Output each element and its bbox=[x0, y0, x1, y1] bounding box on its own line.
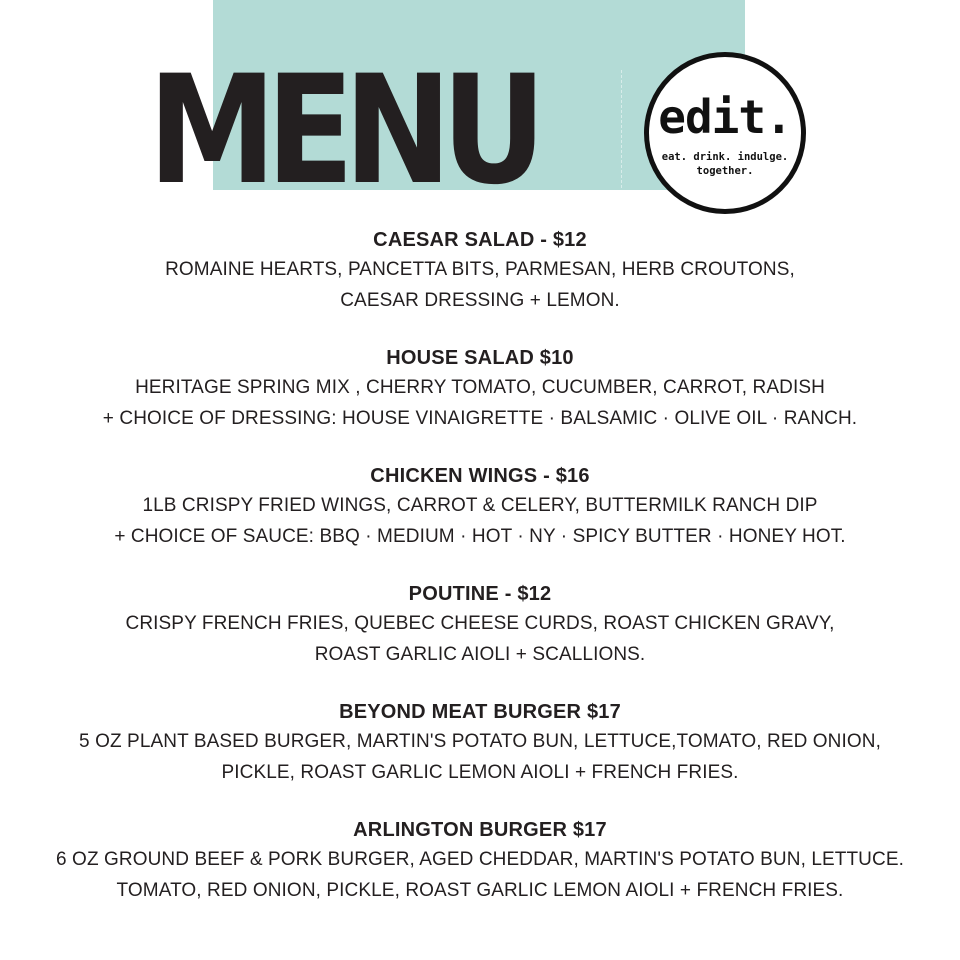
menu-item-title: BEYOND MEAT BURGER $17 bbox=[339, 701, 621, 723]
menu-item-description-line: HERITAGE SPRING MIX , CHERRY TOMATO, CUCUMBER, CARROT, RADISH bbox=[135, 377, 825, 398]
menu-item-description-line: PICKLE, ROAST GARLIC LEMON AIOLI + FRENCH FRIES. bbox=[221, 762, 739, 783]
menu-item-title: CHICKEN WINGS - $16 bbox=[370, 465, 590, 487]
edit-logo bbox=[644, 52, 806, 214]
logo-tagline-line-1: eat. drink. indulge. bbox=[661, 151, 789, 163]
menu-item-description-line: 6 OZ GROUND BEEF & PORK BURGER, AGED CHEDDAR, MARTIN'S POTATO BUN, LETTUCE. bbox=[56, 849, 904, 870]
logo-wordmark: edit. bbox=[658, 90, 792, 144]
menu-item-description-line: ROMAINE HEARTS, PANCETTA BITS, PARMESAN, HERB CROUTONS, bbox=[165, 259, 795, 280]
menu-item-description-line: CAESAR DRESSING + LEMON. bbox=[340, 290, 620, 311]
menu-item-description-line: + CHOICE OF DRESSING: HOUSE VINAIGRETTE · BALSAMIC · OLIVE OIL · RANCH. bbox=[102, 408, 858, 429]
menu-list bbox=[0, 226, 960, 934]
menu-item-description-line: TOMATO, RED ONION, PICKLE, ROAST GARLIC LEMON AIOLI + FRENCH FRIES. bbox=[116, 880, 844, 901]
menu-item-caesar-salad bbox=[0, 226, 960, 316]
header-divider bbox=[621, 70, 622, 188]
menu-item-beyond-meat-burger bbox=[0, 698, 960, 788]
menu-item-chicken-wings bbox=[0, 462, 960, 552]
menu-item-description-line: CRISPY FRENCH FRIES, QUEBEC CHEESE CURDS, ROAST CHICKEN GRAVY, bbox=[125, 613, 835, 634]
menu-item-title: POUTINE - $12 bbox=[408, 583, 552, 605]
page-title: MENU bbox=[148, 44, 536, 218]
menu-item-description-line: 1LB CRISPY FRIED WINGS, CARROT & CELERY, BUTTERMILK RANCH DIP bbox=[142, 495, 818, 516]
menu-item-poutine bbox=[0, 580, 960, 670]
menu-item-title: HOUSE SALAD $10 bbox=[386, 347, 574, 369]
menu-item-title: ARLINGTON BURGER $17 bbox=[353, 819, 607, 841]
logo-tagline-line-2: together. bbox=[696, 165, 754, 177]
menu-item-description-line: ROAST GARLIC AIOLI + SCALLIONS. bbox=[314, 644, 646, 665]
menu-item-title: CAESAR SALAD - $12 bbox=[373, 229, 587, 251]
menu-item-house-salad bbox=[0, 344, 960, 434]
menu-item-arlington-burger bbox=[0, 816, 960, 906]
menu-item-description-line: + CHOICE OF SAUCE: BBQ · MEDIUM · HOT · NY · SPICY BUTTER · HONEY HOT. bbox=[114, 526, 846, 547]
menu-item-description-line: 5 OZ PLANT BASED BURGER, MARTIN'S POTATO BUN, LETTUCE,TOMATO, RED ONION, bbox=[79, 731, 881, 752]
